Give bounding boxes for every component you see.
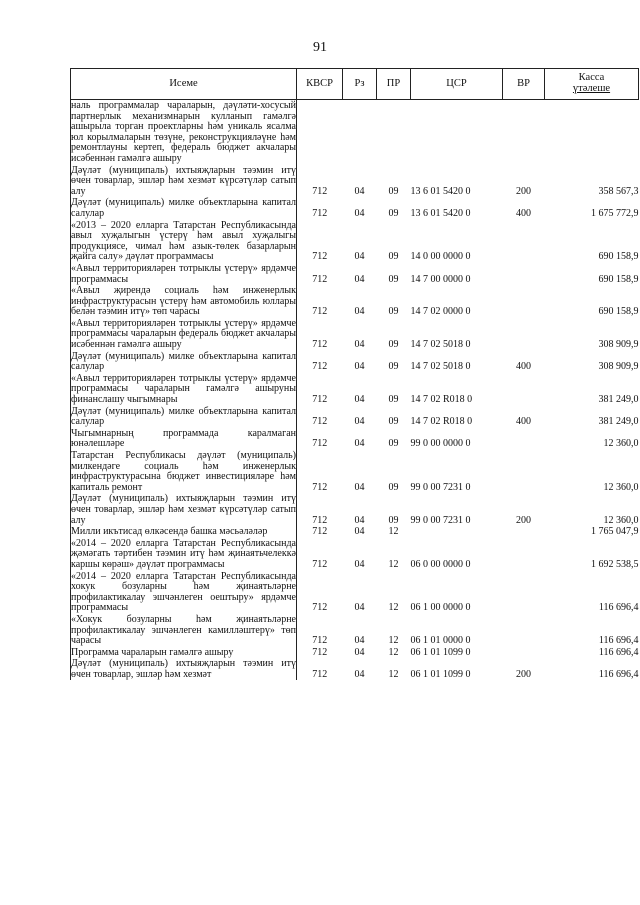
page-number: 91 bbox=[313, 40, 327, 55]
cell-name bbox=[71, 197, 297, 219]
cell-name bbox=[71, 450, 297, 493]
cell-rz: 04 bbox=[354, 646, 365, 658]
cell-kvsr: 712 bbox=[312, 394, 328, 406]
cell-kvsr: 712 bbox=[312, 602, 328, 614]
cell-pr: 12 bbox=[388, 602, 399, 614]
cell-csr: 06 1 00 0000 0 bbox=[410, 602, 471, 614]
table-row bbox=[71, 493, 639, 526]
cell-name bbox=[71, 165, 297, 198]
cell-amount: 690 158,9 bbox=[598, 273, 639, 285]
cell-name bbox=[71, 493, 297, 526]
cell-amount: 116 696,4 bbox=[598, 668, 639, 680]
cell-vr bbox=[503, 285, 545, 318]
cell-rz: 04 bbox=[354, 185, 365, 197]
cell-kvsr: 712 bbox=[312, 207, 328, 219]
cell-csr: 99 0 00 7231 0 bbox=[410, 481, 471, 493]
cell-pr: 12 bbox=[388, 646, 399, 658]
row-name-text: наль программалар чараларын, дәүләти-хосусый партнерлык механизмнарын кулланып гамәлгә ашырыла торган проектларны һәм уникаль ясалма юл корылмаларын төзүне, реконструкцияләүне һәм ремонтлауны кертеп, федераль бюджет акчалары исәбеннән гамәлгә ашыру bbox=[71, 100, 296, 164]
cell-pr: 12 bbox=[388, 635, 399, 647]
header-vr: ВР bbox=[503, 69, 545, 100]
cell-vr bbox=[503, 100, 545, 165]
cell-pr: 09 bbox=[388, 361, 399, 373]
cell-name bbox=[71, 318, 297, 351]
cell-vr bbox=[503, 450, 545, 493]
cell-csr bbox=[411, 526, 503, 538]
cell-amount: 116 696,4 bbox=[598, 646, 639, 658]
cell-vr: 400 bbox=[516, 207, 531, 219]
cell-pr: 09 bbox=[388, 416, 399, 428]
cell-csr: 06 1 01 0000 0 bbox=[410, 635, 471, 647]
cell-vr: 200 bbox=[516, 514, 531, 526]
cell-rz: 04 bbox=[354, 438, 365, 450]
cell-csr: 99 0 00 0000 0 bbox=[410, 438, 471, 450]
row-name-text: «Хокук бозуларны һәм җинаятьләрне профилактикалау эшчәнлеген камилләштерү» төп чарасы bbox=[71, 613, 296, 647]
cell-name bbox=[71, 263, 297, 285]
cell-kvsr: 712 bbox=[312, 306, 328, 318]
cell-name bbox=[71, 285, 297, 318]
cell-pr: 09 bbox=[388, 251, 399, 263]
row-name-text: Татарстан Республикасы дәүләт (муниципаль) милкендәге социаль һәм инженерлык инфраструктурасына бюджет инвестицияләре һәм капиталь ремонт bbox=[71, 450, 296, 493]
table-row bbox=[71, 318, 639, 351]
row-name-text: «2014 – 2020 елларга Татарстан Республикасында җәмәгать тәртибен тәэмин итү һәм җинаятьчелеккә каршы көрәш» дәүләт программасы bbox=[71, 537, 296, 570]
row-name-text: «2014 – 2020 елларга Татарстан Республикасында хокук бозуларны һәм җинаятьләрне профилактикалау эшчәнлеген оештыру» ярдәмче программасы bbox=[71, 570, 296, 614]
cell-amount: 116 696,4 bbox=[598, 635, 639, 647]
cell-vr bbox=[503, 571, 545, 614]
cell-amount: 12 360,0 bbox=[603, 481, 639, 493]
row-name-text: «Авыл территорияләрен тотрыклы үстерү» ярдәмче программасы bbox=[71, 262, 296, 285]
cell-csr: 99 0 00 7231 0 bbox=[410, 514, 471, 526]
header-kassa-line2: үтәлеше bbox=[572, 83, 611, 94]
cell-vr bbox=[503, 526, 545, 538]
cell-rz: 04 bbox=[354, 306, 365, 318]
cell-vr bbox=[503, 538, 545, 571]
table-row bbox=[71, 100, 639, 165]
cell-rz: 04 bbox=[354, 481, 365, 493]
cell-kvsr: 712 bbox=[312, 526, 328, 538]
cell-pr: 09 bbox=[388, 306, 399, 318]
cell-amount bbox=[545, 100, 639, 165]
cell-vr: 400 bbox=[516, 416, 531, 428]
header-kvsr: КВСР bbox=[297, 69, 343, 100]
cell-name bbox=[71, 100, 297, 165]
cell-csr: 06 0 00 0000 0 bbox=[410, 558, 471, 570]
cell-rz: 04 bbox=[354, 339, 365, 351]
cell-name bbox=[71, 538, 297, 571]
cell-kvsr: 712 bbox=[312, 481, 328, 493]
row-name-text: «2013 – 2020 елларга Татарстан Республикасында авыл хуҗалыгын үстерү һәм авыл хуҗалыгы продукциясе, чимал һәм азык-төлек базарларын җайга салу» дәүләт программасы bbox=[71, 219, 296, 263]
cell-amount: 690 158,9 bbox=[598, 251, 639, 263]
cell-amount: 116 696,4 bbox=[598, 602, 639, 614]
cell-pr: 09 bbox=[388, 514, 399, 526]
cell-rz: 04 bbox=[354, 635, 365, 647]
table-row bbox=[71, 351, 639, 373]
table-row bbox=[71, 373, 639, 406]
cell-vr: 400 bbox=[516, 361, 531, 373]
cell-kvsr: 712 bbox=[312, 558, 328, 570]
cell-pr: 09 bbox=[388, 273, 399, 285]
cell-vr bbox=[503, 647, 545, 659]
budget-table bbox=[70, 68, 639, 680]
row-name-text: Дәүләт (муниципаль) ихтыяҗларын тәэмин итү өчен товарлар, эшләр һәм хезмәт bbox=[71, 658, 296, 680]
cell-vr bbox=[503, 428, 545, 450]
cell-name bbox=[71, 571, 297, 614]
cell-name bbox=[71, 526, 297, 538]
cell-vr: 200 bbox=[516, 668, 531, 680]
cell-name bbox=[71, 373, 297, 406]
cell-amount: 690 158,9 bbox=[598, 306, 639, 318]
cell-rz: 04 bbox=[354, 207, 365, 219]
cell-amount: 1 692 538,5 bbox=[591, 558, 639, 570]
cell-kvsr: 712 bbox=[312, 339, 328, 351]
cell-csr bbox=[411, 100, 503, 165]
cell-name bbox=[71, 406, 297, 428]
row-name-text: Дәүләт (муниципаль) милке объектларына капитал салулар bbox=[71, 350, 296, 373]
cell-csr: 13 6 01 5420 0 bbox=[410, 185, 471, 197]
cell-kvsr: 712 bbox=[312, 416, 328, 428]
table-row bbox=[71, 263, 639, 285]
cell-vr bbox=[503, 263, 545, 285]
table-header-row bbox=[71, 69, 639, 100]
cell-pr: 09 bbox=[388, 438, 399, 450]
cell-pr bbox=[377, 100, 411, 165]
cell-pr: 12 bbox=[388, 558, 399, 570]
header-kassa-line1: Касса bbox=[578, 72, 605, 84]
row-name-text: «Авыл җирендә социаль һәм инженерлык инфраструктурасын үстерү һәм автомобиль юллары белән тәэмин итү» төп чарасы bbox=[71, 285, 296, 318]
cell-rz: 04 bbox=[354, 273, 365, 285]
cell-kvsr: 712 bbox=[312, 646, 328, 658]
cell-pr: 12 bbox=[388, 526, 399, 538]
cell-amount: 12 360,0 bbox=[603, 514, 639, 526]
table-row bbox=[71, 220, 639, 263]
cell-kvsr: 712 bbox=[312, 668, 328, 680]
cell-csr: 06 1 01 1099 0 bbox=[410, 646, 471, 658]
cell-rz: 04 bbox=[354, 602, 365, 614]
cell-amount: 12 360,0 bbox=[603, 438, 639, 450]
cell-kvsr: 712 bbox=[312, 185, 328, 197]
cell-name bbox=[71, 658, 297, 680]
row-name-text: «Авыл территорияләрен тотрыклы үстерү» ярдәмче программасы чараларын гамәлгә ашыруны финанслашу чыгымнары bbox=[71, 372, 296, 406]
row-name-text: Дәүләт (муниципаль) ихтыяҗларын тәэмин итү өчен товарлар, эшләр һәм хезмәт күрсәтүләр сатып алу bbox=[71, 164, 296, 197]
table-row bbox=[71, 647, 639, 659]
header-kassa bbox=[545, 69, 639, 100]
table-row bbox=[71, 614, 639, 647]
cell-pr: 09 bbox=[388, 394, 399, 406]
cell-csr: 06 1 01 1099 0 bbox=[410, 668, 471, 680]
cell-amount: 358 567,3 bbox=[598, 185, 639, 197]
cell-rz bbox=[343, 100, 377, 165]
row-name-text: Программа чараларын гамәлгә ашыру bbox=[71, 646, 234, 658]
cell-name bbox=[71, 351, 297, 373]
cell-rz: 04 bbox=[354, 251, 365, 263]
cell-kvsr: 712 bbox=[312, 251, 328, 263]
cell-rz: 04 bbox=[354, 514, 365, 526]
cell-rz: 04 bbox=[354, 526, 365, 538]
table-row bbox=[71, 571, 639, 614]
row-name-text: Дәүләт (муниципаль) милке объектларына капитал салулар bbox=[71, 405, 296, 428]
cell-csr: 14 7 02 5018 0 bbox=[410, 339, 471, 351]
table-body bbox=[71, 100, 639, 681]
table-row bbox=[71, 450, 639, 493]
cell-csr: 14 0 00 0000 0 bbox=[410, 251, 471, 263]
table-row bbox=[71, 197, 639, 219]
table-row bbox=[71, 658, 639, 680]
cell-pr: 09 bbox=[388, 207, 399, 219]
cell-csr: 14 7 02 0000 0 bbox=[410, 306, 471, 318]
cell-pr: 12 bbox=[388, 668, 399, 680]
cell-pr: 09 bbox=[388, 185, 399, 197]
cell-vr bbox=[503, 220, 545, 263]
cell-pr: 09 bbox=[388, 481, 399, 493]
cell-amount: 1 765 047,9 bbox=[591, 526, 639, 538]
cell-rz: 04 bbox=[354, 361, 365, 373]
table-row bbox=[71, 165, 639, 198]
row-name-text: Дәүләт (муниципаль) ихтыяҗларын тәэмин итү өчен товарлар, эшләр һәм хезмәт күрсәтүләр сатып алу bbox=[71, 493, 296, 526]
row-name-text: «Авыл территорияләрен тотрыклы үстерү» ярдәмче программасы чараларын федераль бюджет акчалары исәбеннән гамәлгә ашыру bbox=[71, 317, 296, 351]
cell-rz: 04 bbox=[354, 558, 365, 570]
cell-amount: 308 909,9 bbox=[598, 361, 639, 373]
row-name-text: Милли икътисад өлкәсендә башка мәсьәләләр bbox=[71, 526, 268, 538]
cell-rz: 04 bbox=[354, 394, 365, 406]
header-pr: ПР bbox=[377, 69, 411, 100]
table-row bbox=[71, 428, 639, 450]
cell-name bbox=[71, 614, 297, 647]
row-name-text: Чыгымнарның программада каралмаган юнәлешләре bbox=[71, 427, 296, 450]
cell-rz: 04 bbox=[354, 416, 365, 428]
cell-rz: 04 bbox=[354, 668, 365, 680]
cell-amount: 308 909,9 bbox=[598, 339, 639, 351]
cell-csr: 13 6 01 5420 0 bbox=[410, 207, 471, 219]
cell-csr: 14 7 02 R018 0 bbox=[410, 416, 473, 428]
table-row bbox=[71, 538, 639, 571]
row-name-text: Дәүләт (муниципаль) милке объектларына капитал салулар bbox=[71, 197, 296, 219]
cell-vr bbox=[503, 373, 545, 406]
cell-csr: 14 7 00 0000 0 bbox=[410, 273, 471, 285]
cell-name bbox=[71, 647, 297, 659]
cell-kvsr: 712 bbox=[312, 635, 328, 647]
cell-amount: 381 249,0 bbox=[598, 394, 639, 406]
cell-amount: 381 249,0 bbox=[598, 416, 639, 428]
table-row bbox=[71, 526, 639, 538]
cell-vr: 200 bbox=[516, 185, 531, 197]
table-row bbox=[71, 406, 639, 428]
cell-kvsr: 712 bbox=[312, 361, 328, 373]
cell-vr bbox=[503, 614, 545, 647]
cell-csr: 14 7 02 R018 0 bbox=[410, 394, 473, 406]
cell-kvsr: 712 bbox=[312, 273, 328, 285]
cell-kvsr: 712 bbox=[312, 438, 328, 450]
header-csr: ЦСР bbox=[411, 69, 503, 100]
cell-name bbox=[71, 220, 297, 263]
header-rz: Рз bbox=[343, 69, 377, 100]
cell-vr bbox=[503, 318, 545, 351]
cell-kvsr bbox=[297, 100, 343, 165]
cell-name bbox=[71, 428, 297, 450]
cell-csr: 14 7 02 5018 0 bbox=[410, 361, 471, 373]
header-name: Исеме bbox=[71, 69, 297, 100]
cell-amount: 1 675 772,9 bbox=[591, 207, 639, 219]
cell-kvsr: 712 bbox=[312, 514, 328, 526]
cell-pr: 09 bbox=[388, 339, 399, 351]
table-row bbox=[71, 285, 639, 318]
